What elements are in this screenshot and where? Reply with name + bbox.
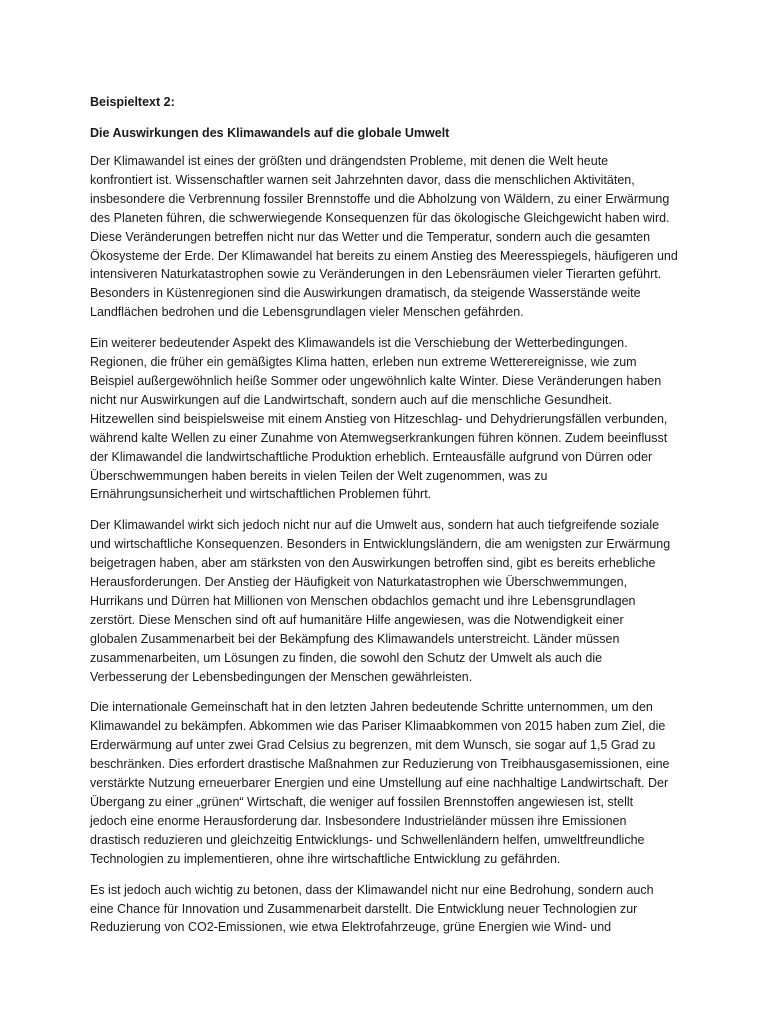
paragraph-2: Ein weiterer bedeutender Aspekt des Klimawandels ist die Verschiebung der Wetterbedingungen. Regionen, die früher ein gemäßigtes Klima hatten, erleben nun extreme Wetterereignisse, wie zum Beispiel außergewöhnlich heiße Sommer oder ungewöhnlich kalte Winter. Diese Veränderungen haben nicht nur Auswirkungen auf die Landwirtschaft, sondern auch auf die menschliche Gesundheit. Hitzewellen sind beispielsweise mit einem Anstieg von Hitzeschlag- und Dehydrierungsfällen verbunden, während kalte Wellen zu einer Zunahme von Atemwegserkrankungen führen können. Zudem beeinflusst der Klimawandel die landwirtschaftliche Produktion erheblich. Ernteausfälle aufgrund von Dürren oder Überschwemmungen haben bereits in vielen Teilen der Welt zugenommen, was zu Ernährungsunsicherheit und wirtschaftlichen Problemen führt. [90, 336, 668, 502]
document-page [90, 94, 680, 949]
example-label: Beispieltext 2: [90, 95, 175, 109]
document-title: Die Auswirkungen des Klimawandels auf die globale Umwelt [90, 126, 450, 140]
paragraph-4: Die internationale Gemeinschaft hat in den letzten Jahren bedeutende Schritte unternommen, um den Klimawandel zu bekämpfen. Abkommen wie das Pariser Klimaabkommen von 2015 haben zum Ziel, die Erderwärmung auf unter zwei Grad Celsius zu begrenzen, mit dem Wunsch, sie sogar auf 1,5 Grad zu beschränken. Dies erfordert drastische Maßnahmen zur Reduzierung von Treibhausgasemissionen, eine verstärkte Nutzung erneuerbarer Energien und eine Umstellung auf eine nachhaltige Landwirtschaft. Der Übergang zu einer „grünen“ Wirtschaft, die weniger auf fossilen Brennstoffen angewiesen ist, stellt jedoch eine enorme Herausforderung dar. Insbesondere Industrieländer müssen ihre Emissionen drastisch reduzieren und gleichzeitig Entwicklungs- und Schwellenländern helfen, umweltfreundliche Technologien zu implementieren, ohne ihre wirtschaftliche Entwicklung zu gefährden. [90, 700, 670, 866]
paragraph-5: Es ist jedoch auch wichtig zu betonen, dass der Klimawandel nicht nur eine Bedrohung, sondern auch eine Chance für Innovation und Zusammenarbeit darstellt. Die Entwicklung neuer Technologien zur Reduzierung von CO2-Emissionen, wie etwa Elektrofahrzeuge, grüne Energien wie Wind- und [90, 882, 654, 935]
paragraph-1: Der Klimawandel ist eines der größten und drängendsten Probleme, mit denen die Welt heute konfrontiert ist. Wissenschaftler warnen seit Jahrzehnten davor, dass die menschlichen Aktivitäten, insbesondere die Verbrennung fossiler Brennstoffe und die Abholzung von Wäldern, zu einer Erwärmung des Planeten führen, die schwerwiegende Konsequenzen für das ökologische Gleichgewicht haben wird. Diese Veränderungen betreffen nicht nur das Wetter und die Temperatur, sondern auch die gesamten Ökosysteme der Erde. Der Klimawandel hat bereits zu einem Anstieg des Meeresspiegels, häufigeren und intensiveren Naturkatastrophen sowie zu Veränderungen in den Lebensräumen vieler Tierarten geführt. Besonders in Küstenregionen sind die Auswirkungen dramatisch, da steigende Wasserstände weite Landflächen bedrohen und die Lebensgrundlagen vieler Menschen gefährden. [90, 154, 678, 320]
paragraph-3: Der Klimawandel wirkt sich jedoch nicht nur auf die Umwelt aus, sondern hat auch tiefgreifende soziale und wirtschaftliche Konsequenzen. Besonders in Entwicklungsländern, die am wenigsten zur Erwärmung beigetragen haben, aber am stärksten von den Auswirkungen betroffen sind, gibt es bereits erhebliche Herausforderungen. Der Anstieg der Häufigkeit von Naturkatastrophen wie Überschwemmungen, Hurrikans und Dürren hat Millionen von Menschen obdachlos gemacht und ihre Lebensgrundlagen zerstört. Diese Menschen sind oft auf humanitäre Hilfe angewiesen, was die Notwendigkeit einer globalen Zusammenarbeit bei der Bekämpfung des Klimawandels unterstreicht. Länder müssen zusammenarbeiten, um Lösungen zu finden, die sowohl den Schutz der Umwelt als auch die Verbesserung der Lebensbedingungen der Menschen gewährleisten. [90, 518, 671, 684]
